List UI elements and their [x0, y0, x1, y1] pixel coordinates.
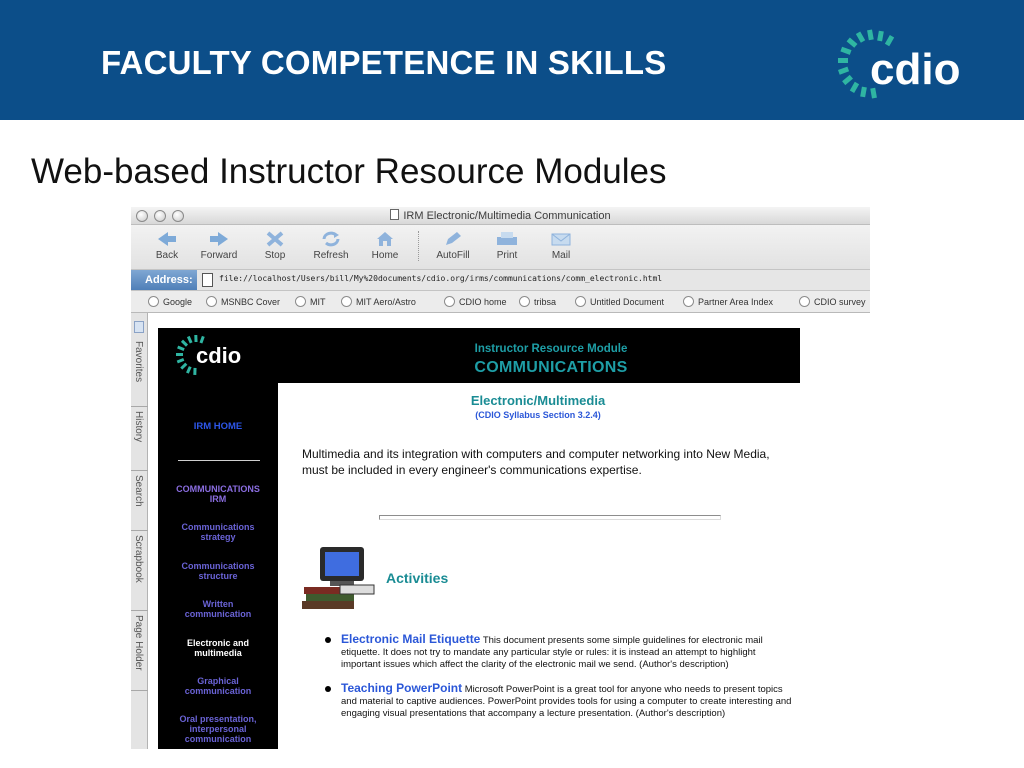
banner-kicker: Instructor Resource Module [474, 343, 628, 355]
web-page [148, 313, 870, 749]
page-cdio-logo [174, 331, 260, 379]
content-header [278, 393, 798, 420]
list-item [341, 682, 796, 720]
activity-description: Microsoft PowerPoint is a great tool for anyone who needs to present topics and material to captive audiences. PowerPoint provides tools for using a computer to create interesting and engaging visual presentations that accompany a lecture presentation. (Author's description) [341, 684, 792, 719]
tab-favorites[interactable]: Favorites [131, 337, 148, 407]
home-button[interactable]: Home [357, 231, 413, 261]
tab-history[interactable]: History [131, 407, 148, 471]
bookmark-icon [148, 296, 159, 307]
nav-written-communication[interactable]: Written communication [184, 599, 252, 619]
bookmark-icon [519, 296, 530, 307]
nav-graphical-communication[interactable]: Graphical communication [184, 676, 252, 696]
activity-description: This document presents some simple guidelines for electronic mail etiquette. It does not try to mandate any particular style or rules: it is instead an attempt to highlight important issues which affect the clarity of the electronic mail we send. (Author's description) [341, 635, 763, 670]
activities-heading: Activities [386, 570, 449, 586]
home-icon [374, 231, 396, 247]
window-titlebar [131, 207, 870, 225]
bookmark-icon [683, 296, 694, 307]
favorite-mit[interactable]: MIT [295, 296, 326, 307]
mail-button[interactable]: Mail [533, 231, 589, 261]
bookmark-icon [575, 296, 586, 307]
favorite-partner-area-index[interactable]: Partner Area Index [683, 296, 773, 307]
bullet-icon [325, 686, 331, 692]
favorite-cdio-home[interactable]: CDIO home [444, 296, 507, 307]
forward-arrow-icon [208, 231, 230, 247]
slide-title: FACULTY COMPETENCE IN SKILLS [101, 44, 667, 81]
tab-page-holder[interactable]: Page Holder [131, 611, 148, 691]
svg-text:cdio: cdio [196, 343, 242, 368]
printer-icon [494, 231, 520, 247]
address-bar [131, 269, 870, 291]
bookmark-icon [341, 296, 352, 307]
computer-books-icon [300, 543, 378, 615]
page-nav [158, 383, 278, 749]
intro-paragraph: Multimedia and its integration with computers and computer networking into New Media, must be included in every engineer's communications expertise. [302, 447, 770, 477]
list-item [341, 633, 796, 671]
mail-envelope-icon [550, 231, 572, 247]
autofill-button[interactable]: AutoFill [425, 231, 481, 261]
slide-subtitle: Web-based Instructor Resource Modules [31, 152, 667, 191]
forward-button[interactable]: Forward [191, 231, 247, 261]
back-arrow-icon [156, 231, 178, 247]
nav-electronic-multimedia[interactable]: Electronic and multimedia [186, 638, 249, 658]
favorites-bar [131, 291, 870, 313]
browser-toolbar [131, 225, 870, 269]
banner-title: COMMUNICATIONS [474, 359, 628, 376]
refresh-icon [320, 231, 342, 247]
content-title: Electronic/Multimedia [470, 393, 606, 408]
page-banner [158, 328, 800, 383]
nav-irm-home[interactable]: IRM HOME [193, 421, 243, 432]
refresh-button[interactable]: Refresh [303, 231, 359, 261]
address-label: Address: [131, 270, 197, 290]
bookmark-icon [799, 296, 810, 307]
sidebar-toggle-icon[interactable] [134, 321, 144, 333]
bookmark-icon [295, 296, 306, 307]
syllabus-reference: (CDIO Syllabus Section 3.2.4) [475, 410, 601, 420]
stop-button[interactable]: Stop [247, 231, 303, 261]
teaching-powerpoint-link[interactable]: Teaching PowerPoint [341, 681, 463, 695]
nav-communications-strategy[interactable]: Communications strategy [181, 522, 255, 542]
tab-search[interactable]: Search [131, 471, 148, 531]
bookmark-icon [444, 296, 455, 307]
slide-header [0, 0, 1024, 120]
nav-oral-presentation[interactable]: Oral presentation, interpersonal communication [179, 714, 257, 744]
nav-communications-structure[interactable]: Communications structure [181, 561, 255, 581]
favorite-untitled-document[interactable]: Untitled Document [575, 296, 664, 307]
favorite-tribsa[interactable]: tribsa [519, 296, 556, 307]
explorer-sidebar-tabs [131, 313, 148, 749]
email-etiquette-link[interactable]: Electronic Mail Etiquette [341, 632, 481, 646]
autofill-pen-icon [442, 231, 464, 247]
address-input[interactable]: file://localhost/Users/bill/My%20documents/cdio.org/irms/communications/comm_electronic.html [219, 274, 663, 283]
horizontal-rule [379, 515, 721, 520]
stop-x-icon [264, 231, 286, 247]
page-file-icon [202, 273, 213, 287]
browser-window [131, 207, 870, 749]
print-button[interactable]: Print [479, 231, 535, 261]
window-title: IRM Electronic/Multimedia Communication [131, 209, 870, 222]
bullet-icon [325, 637, 331, 643]
bookmark-icon [206, 296, 217, 307]
document-icon [390, 209, 399, 220]
nav-divider [178, 460, 260, 461]
nav-communications-irm[interactable]: COMMUNICATIONS IRM [176, 484, 260, 504]
cdio-logo [836, 18, 968, 110]
favorite-msnbc-cover[interactable]: MSNBC Cover [206, 296, 280, 307]
toolbar-separator [418, 231, 419, 261]
back-button[interactable]: Back [139, 231, 195, 261]
tab-scrapbook[interactable]: Scrapbook [131, 531, 148, 611]
favorite-mit-aero-astro[interactable]: MIT Aero/Astro [341, 296, 416, 307]
favorite-google[interactable]: Google [148, 296, 192, 307]
favorite-cdio-survey[interactable]: CDIO survey [799, 296, 866, 307]
svg-text:cdio: cdio [870, 45, 961, 94]
